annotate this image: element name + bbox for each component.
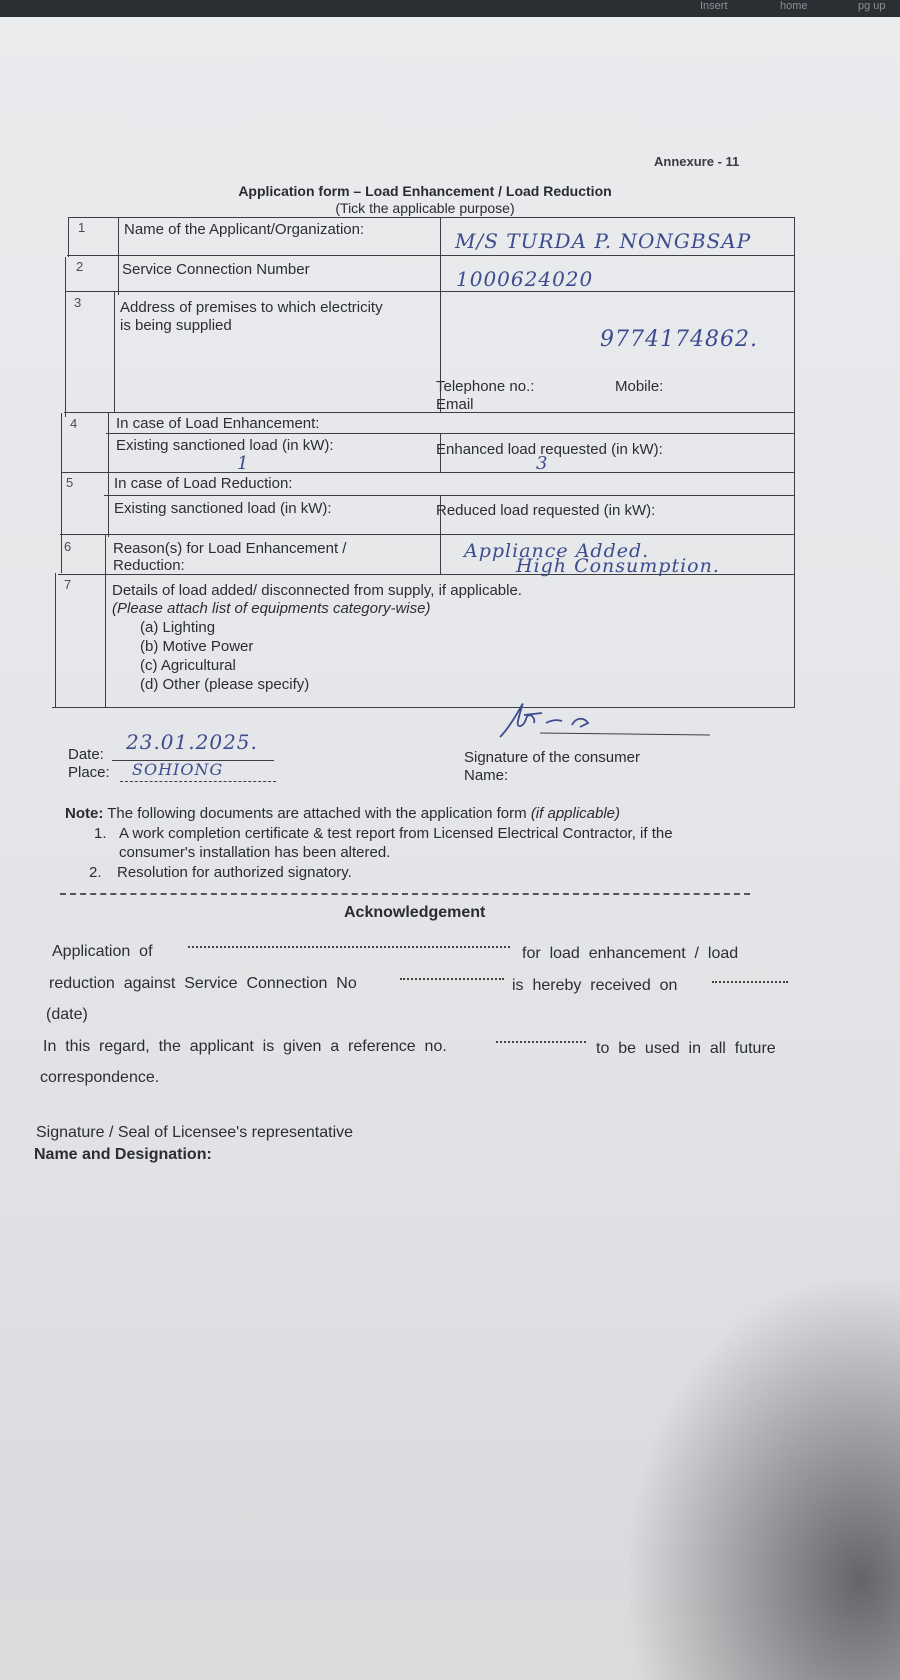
email-label: Email bbox=[436, 396, 474, 413]
row-1-number: 1 bbox=[78, 220, 86, 235]
hand-shadow bbox=[630, 1280, 900, 1680]
address-label-line2: is being supplied bbox=[120, 317, 232, 334]
enhancement-existing-label: Existing sanctioned load (in kW): bbox=[116, 437, 334, 454]
note-item-1-number: 1. bbox=[94, 825, 107, 842]
enhancement-requested-value: 3 bbox=[536, 453, 549, 474]
details-item-lighting: (a) Lighting bbox=[140, 619, 216, 636]
ack-line2-start: reduction against Service Connection No bbox=[49, 975, 357, 992]
keyboard-page-label: pg up bbox=[858, 0, 886, 12]
acknowledgement-heading: Acknowledgement bbox=[344, 904, 486, 921]
enhancement-existing-value: 1 bbox=[237, 453, 250, 474]
enhancement-requested-label: Enhanced load requested (in kW): bbox=[436, 441, 663, 458]
note-item-2-line1: Resolution for authorized signatory. bbox=[117, 864, 352, 881]
licensee-signature-label: Signature / Seal of Licensee's representative bbox=[36, 1124, 354, 1141]
reduction-requested-label: Reduced load requested (in kW): bbox=[436, 502, 656, 519]
note-paragraph bbox=[65, 805, 620, 822]
note-label: Note: bbox=[65, 805, 104, 822]
ack-line1-end: for load enhancement / load bbox=[522, 945, 739, 962]
tear-off-dashed-line bbox=[60, 893, 750, 895]
ack-applicant-blank bbox=[188, 946, 510, 948]
ack-line4-end: to be used in all future bbox=[596, 1040, 776, 1057]
place-value: SOHIONG bbox=[132, 760, 224, 779]
row-6-number: 6 bbox=[64, 539, 72, 554]
applicant-name-label: Name of the Applicant/Organization: bbox=[124, 221, 365, 238]
consumer-signature-mark bbox=[480, 697, 720, 747]
camera-top-strip bbox=[0, 0, 900, 17]
reason-label-line2: Reduction: bbox=[113, 557, 185, 574]
date-label: Date: bbox=[68, 746, 104, 763]
note-qualifier: (if applicable) bbox=[530, 805, 621, 822]
annexure-label: Annexure - 11 bbox=[654, 154, 740, 169]
place-label: Place: bbox=[68, 764, 110, 781]
form-title: Application form – Load Enhancement / Load Reduction bbox=[238, 183, 612, 199]
reason-label-line1: Reason(s) for Load Enhancement / bbox=[113, 540, 347, 557]
reason-value-line2: High Consumption. bbox=[516, 555, 720, 577]
ack-line5: correspondence. bbox=[40, 1069, 160, 1086]
note-text: The following documents are attached with the application form bbox=[107, 805, 527, 822]
ack-connection-blank bbox=[400, 978, 504, 980]
row-5-number: 5 bbox=[66, 475, 74, 490]
name-designation-label: Name and Designation: bbox=[34, 1146, 212, 1163]
ack-line4-start: In this regard, the applicant is given a reference no. bbox=[43, 1038, 447, 1055]
reduction-heading: In case of Load Reduction: bbox=[114, 475, 293, 492]
note-item-1-line1: A work completion certificate & test report from Licensed Electrical Contractor, if the bbox=[119, 825, 673, 842]
ack-line3: (date) bbox=[46, 1006, 88, 1023]
enhancement-heading: In case of Load Enhancement: bbox=[116, 415, 320, 432]
details-label-line1: Details of load added/ disconnected from supply, if applicable. bbox=[112, 582, 522, 599]
ack-line1-start: Application of bbox=[52, 943, 153, 960]
details-item-other: (d) Other (please specify) bbox=[140, 676, 310, 693]
row-3-number: 3 bbox=[74, 295, 82, 310]
application-form-table bbox=[52, 217, 795, 708]
mobile-number-handwritten: 9774174862. bbox=[600, 327, 758, 352]
row-7-number: 7 bbox=[64, 577, 72, 592]
service-connection-label: Service Connection Number bbox=[122, 261, 310, 278]
service-connection-value: 1000624020 bbox=[456, 267, 594, 291]
applicant-name-value: M/S TURDA P. NONGBSAP bbox=[455, 229, 752, 253]
reduction-existing-label: Existing sanctioned load (in kW): bbox=[114, 500, 332, 517]
note-item-2-number: 2. bbox=[89, 864, 102, 881]
ack-date-blank bbox=[712, 981, 788, 983]
note-item-1-line2: consumer's installation has been altered. bbox=[119, 844, 391, 861]
row-2-number: 2 bbox=[76, 259, 84, 274]
reason-value-line1: Appliance Added. bbox=[464, 540, 650, 562]
keyboard-insert-label: Insert bbox=[700, 0, 728, 12]
details-item-agricultural: (c) Agricultural bbox=[140, 657, 236, 674]
keyboard-home-label: home bbox=[780, 0, 808, 12]
telephone-label: Telephone no.: bbox=[436, 378, 535, 395]
ack-line2-end: is hereby received on bbox=[512, 977, 678, 994]
details-label-line2: (Please attach list of equipments category-wise) bbox=[112, 600, 431, 617]
mobile-label: Mobile: bbox=[615, 378, 664, 395]
row-4-number: 4 bbox=[70, 416, 78, 431]
consumer-signature-label: Signature of the consumer bbox=[464, 749, 640, 766]
form-subtitle: (Tick the applicable purpose) bbox=[335, 200, 515, 216]
details-item-motive-power: (b) Motive Power bbox=[140, 638, 254, 655]
date-value: 23.01.2025. bbox=[126, 730, 258, 754]
address-label-line1: Address of premises to which electricity bbox=[120, 299, 383, 316]
consumer-name-label: Name: bbox=[464, 767, 509, 784]
ack-reference-blank bbox=[496, 1041, 586, 1043]
place-underline bbox=[120, 781, 276, 783]
